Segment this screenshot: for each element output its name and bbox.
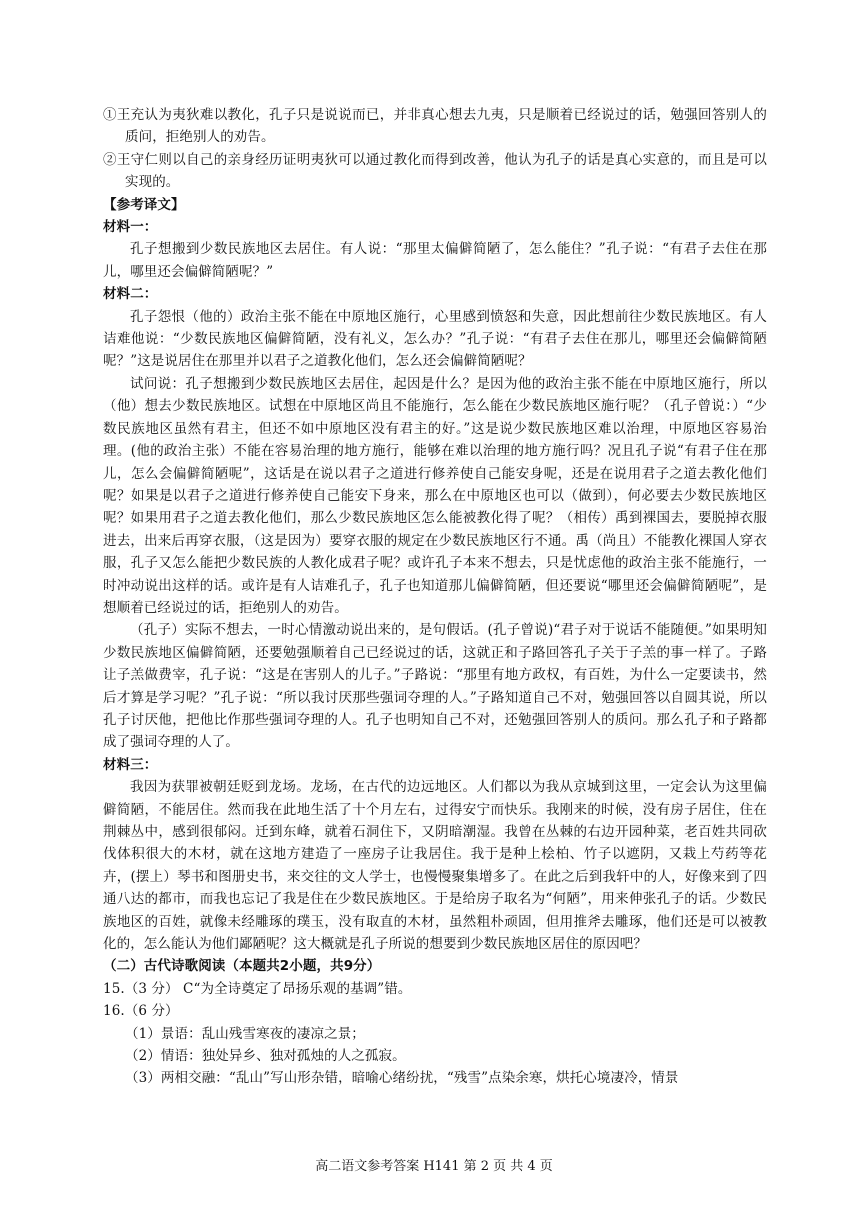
material-3-paragraph: 我因为获罪被朝廷贬到龙场。龙场，在古代的边远地区。人们都以为我从京城到这里，一定会认为这里偏僻简陋，不能居住。然而我在此地生活了十个月左右，过得安宁而快乐。我刚来的时候，没有房子居住，住在荆棘丛中，感到很郁闷。迁到东峰，就着石洞住下，又阴暗潮湿。我曾在丛棘的右边开园种菜，老百姓共同砍伐体积很大的木材，就在这地方建造了一座房子让我居住。我于是种上桧柏、竹子以遮阴，又栽上芍药等花卉，(摆上）琴书和图册史书，来交往的文人学士，也慢慢聚集增多了。在此之后到我轩中的人，好像来到了四通八达的都市，而我也忘记了我是住在少数民族地区。于是给房子取名为“何陋”，用来伸张孔子的话。少数民族地区的百姓，就像未经雕琢的璞玉，没有取直的木材，虽然粗朴顽固，但用推斧去雕琢，他们还是可以被教化的，怎么能认为他们鄙陋呢？这大概就是孔子所说的想要到少数民族地区居住的原因吧？ xyxy=(103,779,767,953)
question-16-point-2: （2）情语：独处异乡、独对孤烛的人之孤寂。 xyxy=(125,1048,406,1065)
note-2: ②王守仁则以自己的亲身经历证明夷狄可以通过教化而得到改善，他认为孔子的话是真心实意的，而且是可以实现的。 xyxy=(103,151,767,191)
material-1-paragraph: 孔子想搬到少数民族地区去居住。有人说：“那里太偏僻简陋了，怎么能住？”孔子说：“有君子去住在那儿，哪里还会偏僻简陋呢？” xyxy=(103,241,767,280)
question-15-answer: 15.（3 分） C“为全诗奠定了昂扬乐观的基调”错。 xyxy=(103,980,412,997)
material-3-title: 材料三： xyxy=(103,756,158,773)
material-2-title: 材料二： xyxy=(103,286,158,303)
section-2-heading: （二）古代诗歌阅读（本题共2小题，共9分） xyxy=(103,958,381,975)
document-body xyxy=(103,104,767,1090)
note-1: ①王充认为夷狄难以教化，孔子只是说说而已，并非真心想去九夷，只是顺着已经说过的话，勉强回答别人的质问，拒绝别人的劝告。 xyxy=(103,107,767,146)
material-2-paragraph-2: 试问说：孔子想搬到少数民族地区去居住，起因是什么？是因为他的政治主张不能在中原地区施行，所以（他）想去少数民族地区。试想在中原地区尚且不能施行，怎么能在少数民族地区施行呢？（孔子曾说：）“少数民族地区虽然有君主，但还不如中原地区没有君主的好。”这是说少数民族地区难以治理，中原地区容易治理。(他的政治主张）不能在容易治理的地方施行，能够在难以治理的地方施行吗？况且孔子说“有君子住在那儿，怎么会偏僻简陋呢”，这话是在说以君子之道进行修养使自己能安身呢，还是在说用君子之道去教化他们呢？如果是以君子之道进行修养使自己能安下身来，那么在中原地区也可以（做到），何必要去少数民族地区呢？如果用君子之道去教化他们，那么少数民族地区怎么能被教化得了呢？（相传）禹到裸国去，要脱掉衣服进去，出来后再穿衣服，（这是因为）要穿衣服的规定在少数民族地区行不通。禹（尚且）不能教化裸国人穿衣服，孔子又怎么能把少数民族的人教化成君子呢？或许孔子本来不想去，只是忧虑他的政治主张不能施行，一时冲动说出这样的话。或许是有人诘难孔子，孔子也知道那儿偏僻简陋，但还要说“哪里还会偏僻简陋呢”，是想顺着已经说过的话，拒绝别人的劝告。 xyxy=(103,375,767,616)
material-2-paragraph-3: （孔子）实际不想去，一时心情激动说出来的，是句假话。(孔子曾说)“君子对于说话不能随便。”如果明知少数民族地区偏僻简陋，还要勉强顺着自己已经说过的话，这就正和子路回答孔子关于子羔的事一样了。子路让子羔做费宰，孔子说：“这是在害别人的儿子。”子路说：“那里有地方政权，有百姓，为什么一定要读书，然后才算是学习呢？”孔子说：“所以我讨厌那些强词夺理的人。”子路知道自己不对，勉强回答以自圆其说，所以孔子讨厌他，把他比作那些强词夺理的人。孔子也明知自己不对，还勉强回答别人的质问。那么孔子和子路都成了强词夺理的人了。 xyxy=(103,622,767,751)
material-1-title: 材料一： xyxy=(103,219,158,236)
translation-heading: 【参考译文】 xyxy=(103,196,185,213)
page-footer: 高二语文参考答案 H141 第 2 页 共 4 页 xyxy=(315,1159,553,1174)
question-16-point-3: （3）两相交融：“乱山”写山形杂错，暗喻心绪纷扰，“残雪”点染余寒，烘托心境凄冷，情景 xyxy=(125,1070,679,1087)
material-2-paragraph-1: 孔子怨恨（他的）政治主张不能在中原地区施行，心里感到愤怒和失意，因此想前往少数民族地区。有人诘难他说：“少数民族地区偏僻简陋，没有礼义，怎么办？”孔子说：“有君子去住在那儿，哪里还会偏僻简陋呢？”这是说居住在那里并以君子之道教化他们，怎么还会偏僻简陋呢？ xyxy=(103,308,767,370)
question-16-point-1: （1）景语：乱山残雪寒夜的凄凉之景； xyxy=(125,1025,365,1042)
question-16-label: 16.（6 分） xyxy=(103,1003,179,1020)
